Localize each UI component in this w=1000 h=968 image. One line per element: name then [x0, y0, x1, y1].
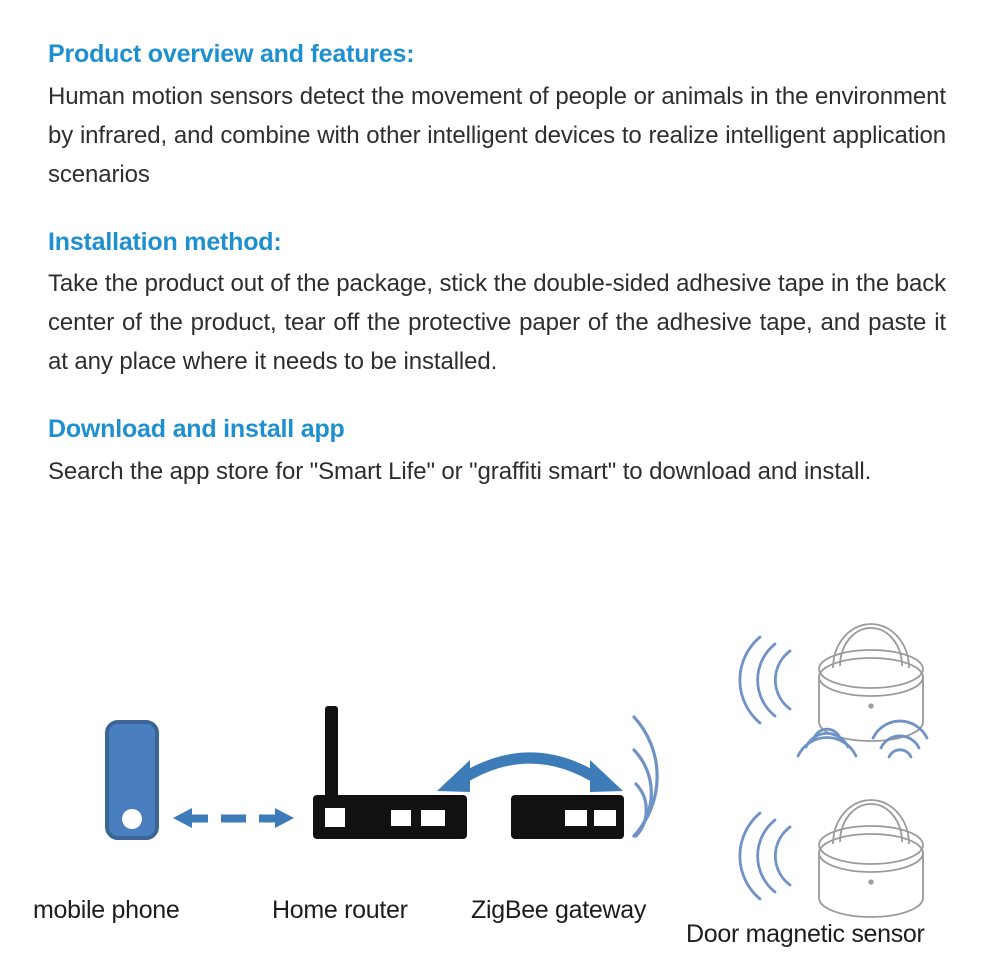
dashed-double-arrow-phone-router [173, 808, 294, 828]
section-spacer-1 [48, 216, 946, 226]
label-door-magnetic-sensor: Door magnetic sensor [686, 920, 925, 948]
dashed-arrow-right-tail [259, 815, 276, 823]
section-body-product-overview: Human motion sensors detect the movement of people or animals in the environment by infrared, and combine with other intelligent devices to realize intelligent application scenarios [48, 82, 946, 188]
section-heading-download-app: Download and install app [48, 415, 345, 443]
dashed-arrow-middle-dash [221, 815, 246, 823]
section-body-installation-method: Take the product out of the package, stick the double-sided adhesive tape in the back center of the product, tear off the protective paper of the adhesive tape, and paste it at any place where it needs to be installed. [48, 270, 946, 375]
zigbee-gateway-icon [511, 795, 624, 839]
sensor-top-left-waves [740, 637, 790, 723]
sensor-top-base-rim-outer [819, 658, 923, 696]
curved-arrow-right-head [590, 760, 623, 792]
label-zigbee-gateway: ZigBee gateway [471, 896, 647, 924]
section-product-overview [48, 38, 946, 194]
smartphone-icon [107, 722, 157, 838]
curved-arrow-shaft [459, 758, 601, 781]
section-installation-method [48, 226, 946, 382]
curved-double-arrow-router-gateway [437, 758, 623, 792]
curved-arrow-left-head [437, 760, 470, 792]
router-port-1 [325, 808, 345, 827]
dashed-arrow-left-head [173, 808, 192, 828]
home-router-icon [313, 706, 467, 839]
sensor-top-down-right-wave-1 [889, 750, 911, 757]
sensor-top-down-waves-left [798, 729, 856, 756]
gateway-port-2 [594, 810, 616, 826]
sensor-top-left-wave-1 [775, 651, 790, 709]
sensor-bottom-left-wave-1 [775, 827, 790, 885]
sensor-bottom-left-wave-2 [758, 820, 775, 892]
sensor-bottom-base-body [819, 853, 923, 917]
sensor-bottom-indicator-dot [868, 879, 873, 884]
label-mobile-phone: mobile phone [33, 896, 180, 924]
sensor-bottom-base-rim-outer [819, 834, 923, 872]
dome-sensor-top [819, 624, 923, 741]
dashed-arrow-right-head [275, 808, 294, 828]
sensor-top-indicator-dot [868, 703, 873, 708]
instruction-text-area [48, 38, 946, 491]
smartphone-home-button [122, 809, 142, 829]
section-body-download-app: Search the app store for "Smart Life" or "graffiti smart" to download and install. [48, 457, 872, 485]
section-heading-installation-method: Installation method: [48, 227, 282, 256]
label-home-router: Home router [272, 896, 408, 924]
section-download-app [48, 413, 946, 491]
gateway-wave-arc-3 [634, 717, 657, 836]
router-antenna [325, 706, 338, 798]
dome-sensor-bottom [819, 800, 923, 917]
dashed-arrow-left-tail [191, 815, 208, 823]
sensor-top-down-waves-right [873, 721, 927, 757]
router-port-2 [391, 810, 411, 826]
gateway-port-1 [565, 810, 587, 826]
section-spacer-2 [48, 403, 946, 413]
router-port-3 [421, 810, 445, 826]
gateway-wireless-waves [634, 717, 657, 836]
section-heading-product-overview: Product overview and features: [48, 40, 415, 68]
sensor-bottom-left-waves [740, 813, 790, 899]
sensor-top-left-wave-2 [758, 644, 775, 716]
network-topology-diagram [0, 580, 1000, 968]
